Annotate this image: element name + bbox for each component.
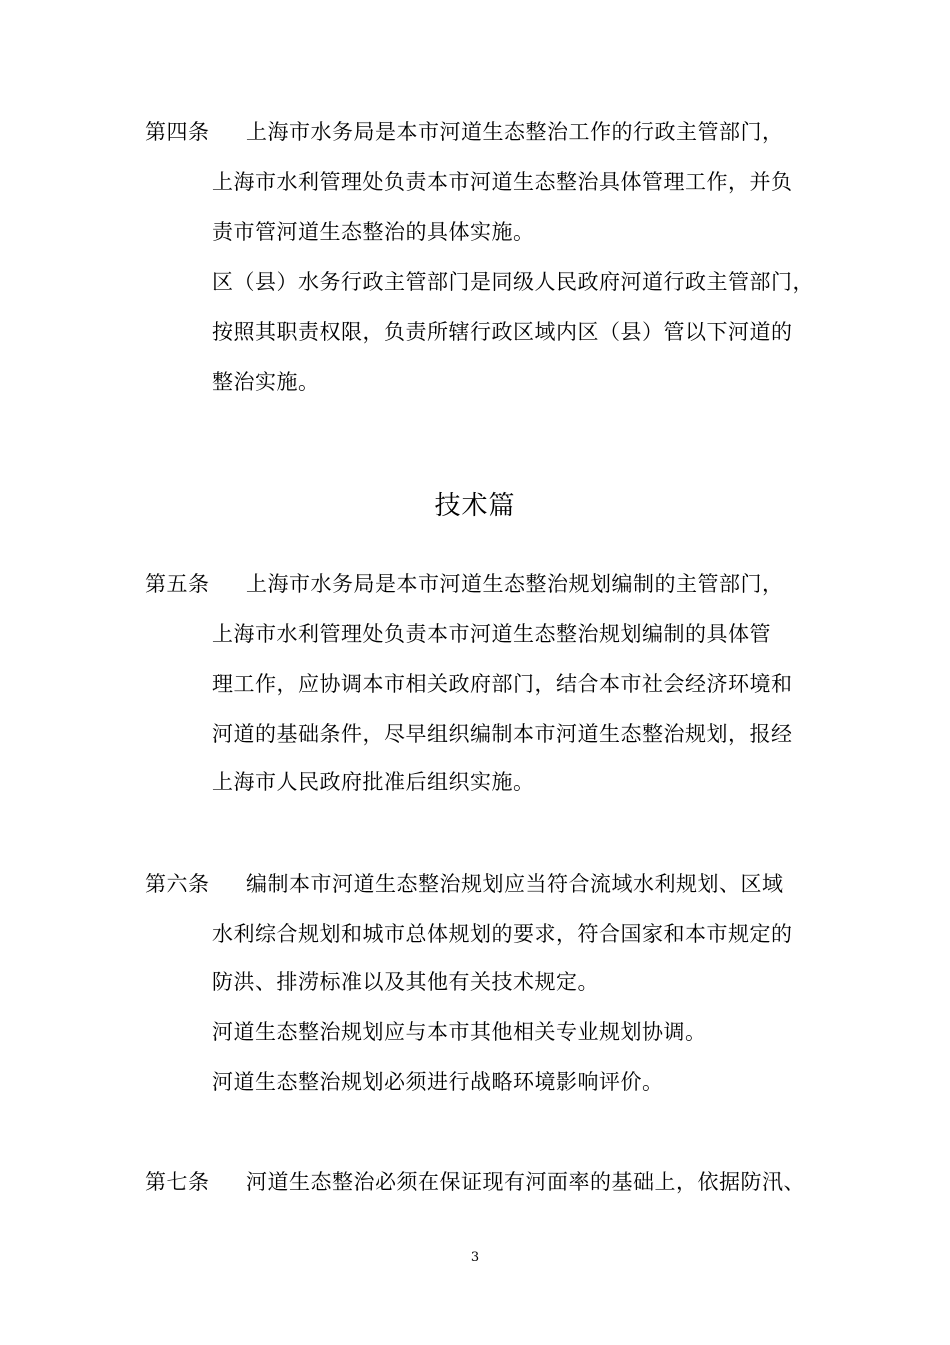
article-6-line-4: 河道生态整治规划应与本市其他相关专业规划协调。 bbox=[212, 1020, 707, 1044]
article-7-label: 第七条 bbox=[145, 1170, 210, 1194]
page-number: 3 bbox=[470, 1250, 480, 1265]
article-5-label: 第五条 bbox=[145, 572, 210, 596]
article-4-line-6: 整治实施。 bbox=[212, 370, 320, 394]
article-5-line-1: 上海市水务局是本市河道生态整治规划编制的主管部门， bbox=[246, 572, 784, 596]
article-5-line-2: 上海市水利管理处负责本市河道生态整治规划编制的具体管 bbox=[212, 622, 771, 646]
article-5-line-3: 理工作，应协调本市相关政府部门，结合本市社会经济环境和 bbox=[212, 672, 793, 696]
article-5-line-4: 河道的基础条件，尽早组织编制本市河道生态整治规划，报经 bbox=[212, 722, 793, 746]
article-6-line-1: 编制本市河道生态整治规划应当符合流域水利规划、区域 bbox=[246, 872, 784, 896]
article-4-line-2: 上海市水利管理处负责本市河道生态整治具体管理工作，并负 bbox=[212, 170, 793, 194]
article-4-line-3: 责市管河道生态整治的具体实施。 bbox=[212, 220, 535, 244]
article-4-line-4: 区（县）水务行政主管部门是同级人民政府河道行政主管部门， bbox=[212, 270, 814, 294]
article-4-line-1: 上海市水务局是本市河道生态整治工作的行政主管部门， bbox=[246, 120, 784, 144]
article-6-label: 第六条 bbox=[145, 872, 210, 896]
article-6-line-3: 防洪、排涝标准以及其他有关技术规定。 bbox=[212, 970, 599, 994]
article-4-line-5: 按照其职责权限，负责所辖行政区域内区（县）管以下河道的 bbox=[212, 320, 793, 344]
article-6-line-5: 河道生态整治规划必须进行战略环境影响评价。 bbox=[212, 1070, 664, 1094]
article-4-label: 第四条 bbox=[145, 120, 210, 144]
article-7-line-1: 河道生态整治必须在保证现有河面率的基础上，依据防汛、 bbox=[246, 1170, 805, 1194]
article-5-line-5: 上海市人民政府批准后组织实施。 bbox=[212, 770, 535, 794]
article-6-line-2: 水利综合规划和城市总体规划的要求，符合国家和本市规定的 bbox=[212, 922, 793, 946]
section-title: 技术篇 bbox=[434, 491, 516, 521]
